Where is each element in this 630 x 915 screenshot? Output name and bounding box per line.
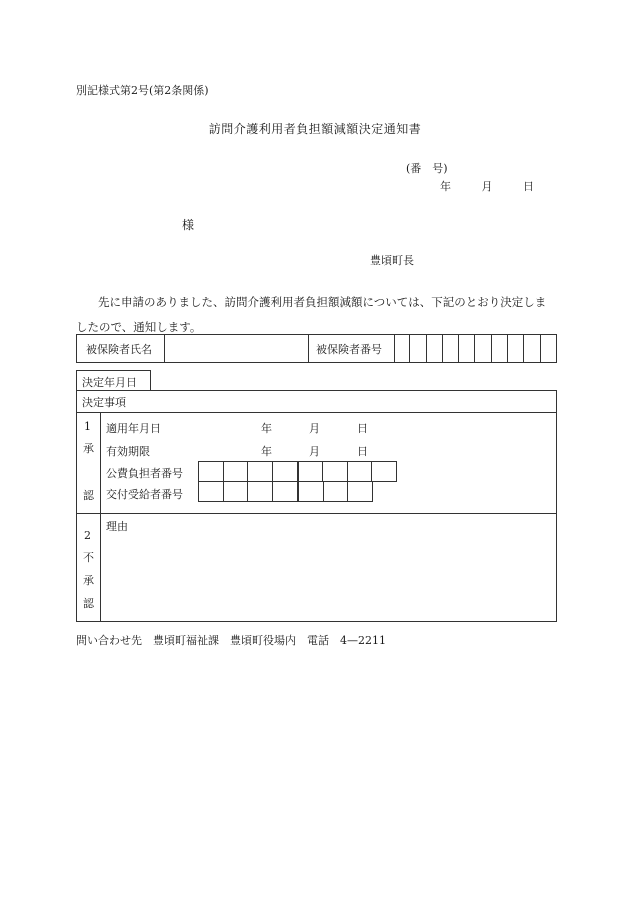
digit-cell[interactable]: [427, 335, 443, 362]
decision-items-label: 決定事項: [82, 396, 126, 409]
approval-char-2: 認: [83, 489, 94, 502]
digit-cell[interactable]: [273, 462, 299, 481]
public-payer-boxes[interactable]: [198, 461, 397, 482]
approval-char-1: 承: [83, 442, 94, 455]
digit-cell[interactable]: [410, 335, 426, 362]
date-month: 月: [481, 180, 493, 193]
date-year: 年: [440, 180, 451, 193]
digit-cell[interactable]: [248, 482, 273, 501]
digit-cell[interactable]: [323, 462, 348, 481]
divider: [76, 513, 557, 514]
disapproval-number: 2: [84, 529, 91, 542]
digit-cell[interactable]: [299, 462, 324, 481]
digit-cell[interactable]: [199, 482, 224, 501]
insured-number-label: 被保険者番号: [316, 343, 382, 356]
divider: [308, 334, 309, 363]
digit-cell[interactable]: [372, 462, 396, 481]
apply-day: 日: [357, 422, 368, 435]
digit-cell[interactable]: [475, 335, 491, 362]
date-line: [440, 178, 534, 194]
apply-year: 年: [261, 422, 272, 435]
divider: [76, 412, 557, 413]
digit-cell[interactable]: [299, 482, 324, 501]
public-payer-label: 公費負担者番号: [106, 467, 183, 480]
digit-cell[interactable]: [443, 335, 459, 362]
digit-cell[interactable]: [224, 462, 249, 481]
digit-cell[interactable]: [273, 482, 299, 501]
document-title: 訪問介護利用者負担額減額決定通知書: [208, 122, 422, 136]
date-day: 日: [523, 180, 534, 193]
digit-cell[interactable]: [348, 462, 373, 481]
digit-cell[interactable]: [541, 335, 556, 362]
issuer: 豊頃町長: [370, 254, 414, 267]
digit-cell[interactable]: [394, 335, 410, 362]
digit-cell[interactable]: [248, 462, 273, 481]
validity-label: 有効期限: [106, 445, 150, 458]
footer-contact: 問い合わせ先 豊頃町福祉課 豊頃町役場内 電話 4—2211: [76, 634, 386, 647]
addressee-suffix: 様: [182, 218, 195, 232]
validity-month: 月: [309, 445, 320, 458]
body-text: 先に申請のありました、訪問介護利用者負担額減額については、下記のとおり決定しましたので、通知します。: [76, 295, 547, 334]
disapproval-char-3: 認: [83, 597, 94, 610]
digit-cell[interactable]: [348, 482, 372, 501]
insured-name-label: 被保険者氏名: [86, 343, 152, 356]
recipient-boxes[interactable]: [198, 481, 373, 502]
reason-label: 理由: [106, 520, 128, 533]
digit-cell[interactable]: [324, 482, 349, 501]
disapproval-char-1: 不: [83, 551, 94, 564]
apply-month: 月: [309, 422, 320, 435]
recipient-label: 交付受給者番号: [106, 488, 183, 501]
decision-date-label: 決定年月日: [82, 376, 137, 389]
disapproval-char-2: 承: [83, 574, 94, 587]
digit-cell[interactable]: [524, 335, 540, 362]
digit-cell[interactable]: [508, 335, 524, 362]
approval-number: 1: [84, 420, 91, 433]
number-label: (番 号): [406, 162, 448, 175]
validity-day: 日: [357, 445, 368, 458]
digit-cell[interactable]: [224, 482, 249, 501]
reason-field[interactable]: [101, 535, 556, 621]
apply-date-label: 適用年月日: [106, 422, 161, 435]
digit-cell[interactable]: [199, 462, 224, 481]
insured-number-boxes[interactable]: [394, 334, 557, 363]
insured-name-field[interactable]: [165, 335, 307, 362]
digit-cell[interactable]: [459, 335, 475, 362]
form-number: 別記様式第2号(第2条関係): [76, 84, 209, 97]
validity-year: 年: [261, 445, 272, 458]
digit-cell[interactable]: [492, 335, 508, 362]
